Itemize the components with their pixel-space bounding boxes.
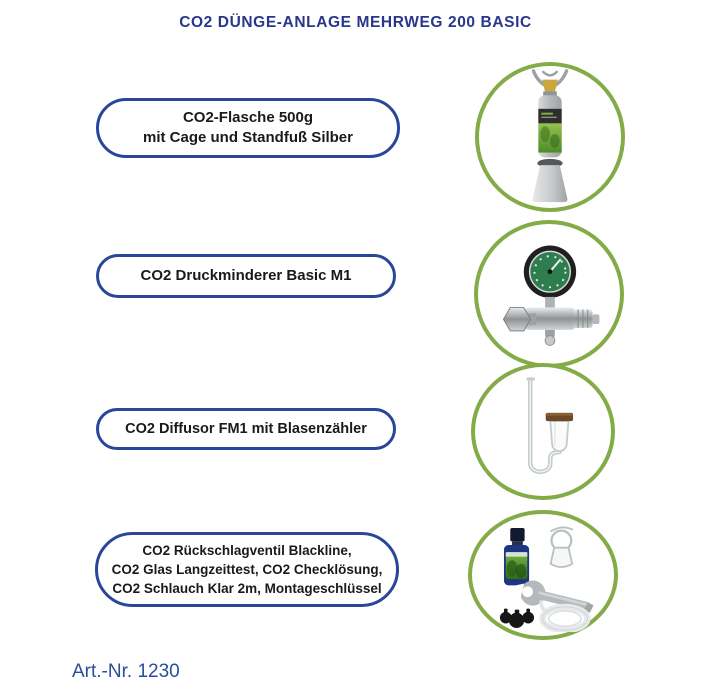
label-line: CO2 Druckminderer Basic M1: [140, 267, 352, 284]
pressure-gauge: [524, 246, 576, 298]
label-pressure-regulator: [96, 254, 396, 298]
label-line: CO2 Schlauch Klar 2m, Montageschlüssel: [112, 581, 382, 596]
gauge-stem: [545, 297, 555, 308]
page-title: CO2 DÜNGE-ANLAGE MEHRWEG 200 BASIC: [179, 14, 532, 31]
test-liquid-bottle: [504, 527, 529, 584]
label-line: CO2 Glas Langzeittest, CO2 Checklösung,: [111, 562, 383, 577]
co2-bottle-photo: [485, 68, 615, 206]
pressure-regulator-photo: [486, 231, 612, 357]
brass-valve: [542, 80, 558, 93]
suction-cups: [500, 608, 534, 627]
product-image-diffusor: [471, 363, 615, 500]
bottle-body: [538, 95, 561, 157]
product-image-pressure-regulator: [474, 220, 624, 368]
label-diffusor: [96, 408, 396, 450]
label-co2-bottle: [96, 98, 400, 158]
label-line: mit Cage und Standfuß Silber: [142, 129, 353, 146]
product-image-co2-bottle: [475, 62, 625, 212]
diffusor-cup: [546, 412, 573, 450]
label-line: CO2 Rückschlagventil Blackline,: [142, 543, 352, 558]
label-line: CO2-Flasche 500g: [182, 109, 314, 126]
product-image-accessories: [468, 510, 618, 640]
label-line: CO2 Diffusor FM1 mit Blasenzähler: [125, 421, 367, 437]
label-accessories: [95, 532, 399, 607]
accessories-set-photo: [478, 519, 608, 632]
article-number: Art.-Nr. 1230: [72, 661, 180, 682]
glass-diffusor-photo: [482, 374, 604, 490]
glass-check-valve: [551, 527, 573, 567]
silver-stand: [533, 159, 568, 202]
regulator-body: [503, 308, 599, 346]
